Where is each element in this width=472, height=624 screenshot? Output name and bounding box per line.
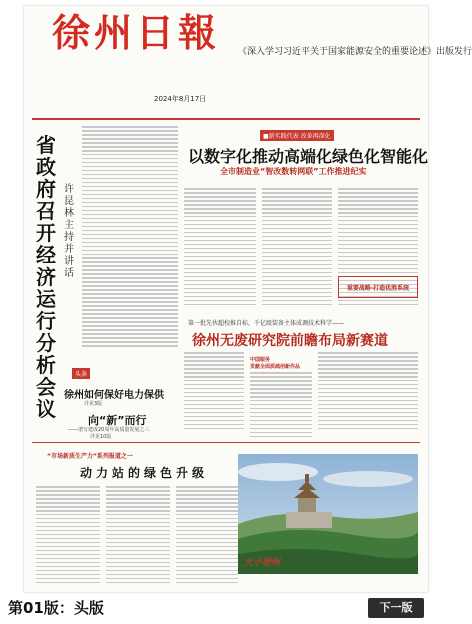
- right-box: [338, 276, 418, 298]
- second-sidebar-label: 中国服务 贡献全面质疏创新作品: [250, 357, 301, 370]
- feature-label: 头条: [72, 368, 90, 379]
- edition-label: 第01版：头版: [8, 599, 104, 617]
- bottom-headline[interactable]: 动力站的绿色升级: [80, 466, 209, 480]
- photo-caption: 大小徐州: [244, 558, 281, 568]
- right-box-title: 重要战略·打造优胜系统: [346, 285, 410, 292]
- feature2-title[interactable]: 向“新”而行: [88, 414, 147, 427]
- second-headline[interactable]: 徐州无废研究院前瞻布局新赛道: [192, 333, 388, 349]
- masthead-title: 徐州日報: [52, 10, 221, 55]
- bottom-col-3: [176, 486, 238, 586]
- second-col-3: [318, 352, 418, 432]
- lead-kicker: ■新实践代表 改革再深化: [260, 130, 334, 141]
- lead-subhead: 全市制造业“智改数转网联”工作推进纪实: [220, 167, 367, 176]
- issue-date: 2024年8月17日: [154, 95, 207, 103]
- landscape-photo[interactable]: [238, 454, 418, 574]
- lead-col-1: [184, 188, 256, 308]
- lead-col-2: [262, 188, 332, 308]
- newspaper-page: [24, 6, 472, 592]
- feature2-meta: 详见10版: [90, 434, 112, 440]
- second-col-1: [184, 352, 244, 432]
- second-col-2: [250, 372, 312, 440]
- lead-headline[interactable]: 以数字化推动高端化绿色化智能化: [188, 147, 429, 166]
- feature-meta: 详见3版: [84, 401, 103, 407]
- masthead-tagline: 《深入学习习近平关于国家能源安全的重要论述》出版发行: [238, 47, 472, 57]
- left-body-text: [82, 126, 178, 349]
- left-headline: 省政府召开经济运行分析会议: [36, 133, 56, 421]
- second-kicker: 第一批先伙超校推自标，千亿级装备主体成调技术科学——: [188, 320, 345, 327]
- feature-title[interactable]: 徐州如何保好电力保供: [64, 390, 164, 401]
- bottom-col-2: [106, 486, 170, 586]
- left-subhead: 许昆林主持并讲话: [64, 184, 74, 279]
- feature2-sub: ——谱写建成20周年高质量发展之三: [68, 427, 150, 433]
- masthead-rule: [32, 118, 420, 120]
- section-rule: [32, 442, 420, 443]
- bottom-kicker: “市场新质生产力”系列报道之一: [47, 453, 133, 460]
- next-page-button[interactable]: 下一版: [368, 598, 424, 618]
- bottom-col-1: [36, 486, 100, 586]
